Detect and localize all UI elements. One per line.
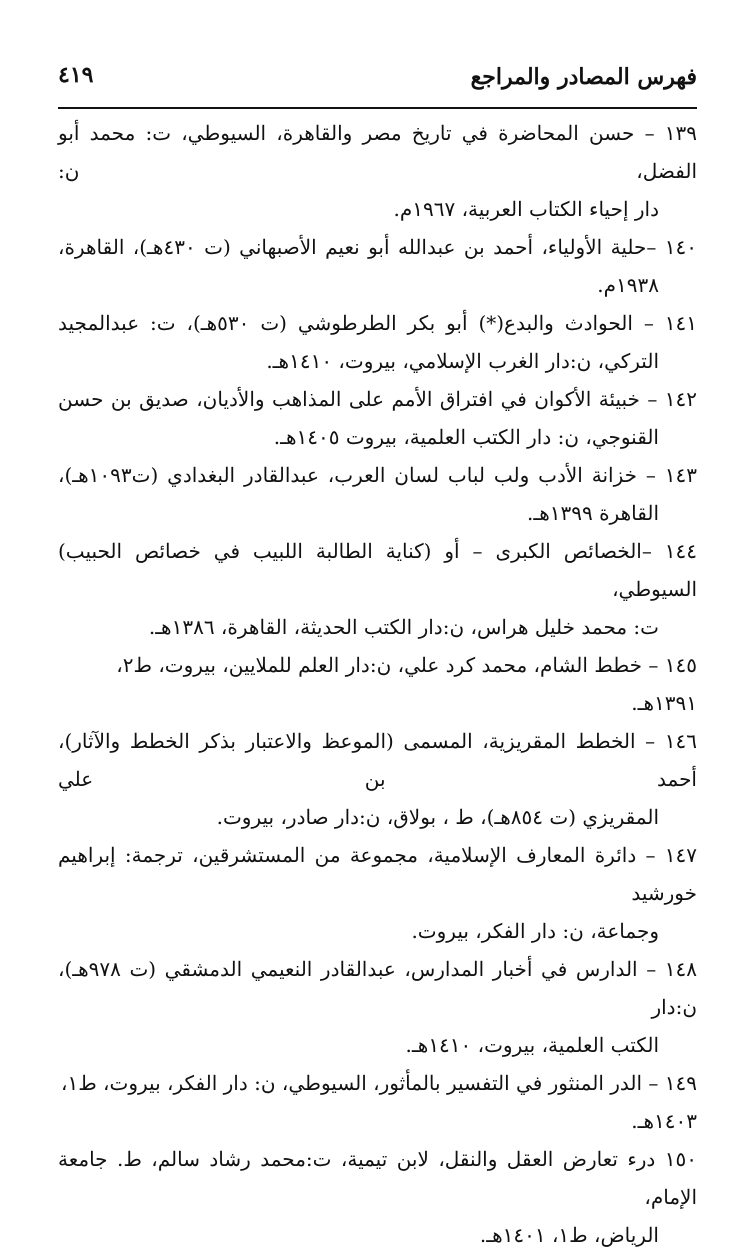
reference-line-1: ١٤٦ – الخطط المقريزية، المسمى (الموعظ والاعتبار بذكر الخطط والآثار)، أحمد بن علي [58,729,697,791]
reference-line-2: دار إحياء الكتاب العربية، ١٩٦٧م. [393,197,659,221]
reference-line-1: ١٤٠ –حلية الأولياء، أحمد بن عبدالله أبو نعيم الأصبهاني (ت ٤٣٠هـ)، القاهرة، [58,235,697,259]
reference-line-2: الكتب العلمية، بيروت، ١٤١٠هـ. [405,1033,659,1057]
header-title: فهرس المصادر والمراجع [470,64,697,90]
reference-line-2: ت: محمد خليل هراس، ن:دار الكتب الحديثة، القاهرة، ١٣٨٦هـ. [148,615,659,639]
reference-entry-148 [58,950,697,1064]
reference-entry-147 [58,836,697,950]
reference-list [58,114,697,1254]
reference-line-2: الرياض، ط١، ١٤٠١هـ. [479,1223,659,1247]
header-rule [58,107,697,109]
reference-line-2: المقريزي (ت ٨٥٤هـ)، ط ، بولاق، ن:دار صادر، بيروت. [216,805,659,829]
reference-line-1: ١٤٣ – خزانة الأدب ولب لباب لسان العرب، عبدالقادر البغدادي (ت١٠٩٣هـ)، [58,463,697,487]
reference-entry-141 [58,304,697,380]
reference-line-2: وجماعة، ن: دار الفكر، بيروت. [411,919,659,943]
reference-line-2: القاهرة ١٣٩٩هـ. [526,501,659,525]
reference-entry-142 [58,380,697,456]
reference-line-1: ١٤٨ – الدارس في أخبار المدارس، عبدالقادر النعيمي الدمشقي (ت ٩٧٨هـ)، ن:دار [58,957,697,1019]
reference-entry-139 [58,114,697,228]
reference-entry-149 [58,1064,697,1140]
reference-line-2: ١٩٣٨م. [597,273,659,297]
running-header [58,62,697,102]
page-number: ٤١٩ [58,62,94,88]
reference-entry-146 [58,722,697,836]
reference-line-2: التركي، ن:دار الغرب الإسلامي، بيروت، ١٤١٠هـ. [266,349,659,373]
reference-line-1: ١٥٠ درء تعارض العقل والنقل، لابن تيمية، ت:محمد رشاد سالم، ط. جامعة الإمام، [58,1147,697,1209]
reference-entry-145 [58,646,697,722]
reference-line-1: ١٤٤ –الخصائص الكبرى – أو (كناية الطالبة اللبيب في خصائص الحبيب) السيوطي، [58,539,697,601]
reference-line-1: ١٣٩ – حسن المحاضرة في تاريخ مصر والقاهرة، السيوطي، ت: محمد أبو الفضل، ن: [58,121,697,183]
reference-line-1: ١٤٢ – خبيئة الأكوان في افتراق الأمم على المذاهب والأديان، صديق بن حسن [58,387,697,411]
reference-entry-140 [58,228,697,304]
reference-line-1: ١٤٩ – الدر المنثور في التفسير بالمأثور، السيوطي، ن: دار الفكر، بيروت، ط١، ١٤٠٣هـ. [60,1071,697,1133]
reference-entry-143 [58,456,697,532]
reference-entry-150 [58,1140,697,1254]
reference-line-1: ١٤١ – الحوادث والبدع(*) أبو بكر الطرطوشي (ت ٥٣٠هـ)، ت: عبدالمجيد [58,311,697,335]
reference-entry-144 [58,532,697,646]
reference-line-2: القنوجي، ن: دار الكتب العلمية، بيروت ١٤٠٥هـ. [273,425,659,449]
reference-line-1: ١٤٧ – دائرة المعارف الإسلامية، مجموعة من المستشرقين، ترجمة: إبراهيم خورشيد [58,843,697,905]
reference-line-1: ١٤٥ – خطط الشام، محمد كرد علي، ن:دار العلم للملايين، بيروت، ط٢، ١٣٩١هـ. [116,653,697,715]
